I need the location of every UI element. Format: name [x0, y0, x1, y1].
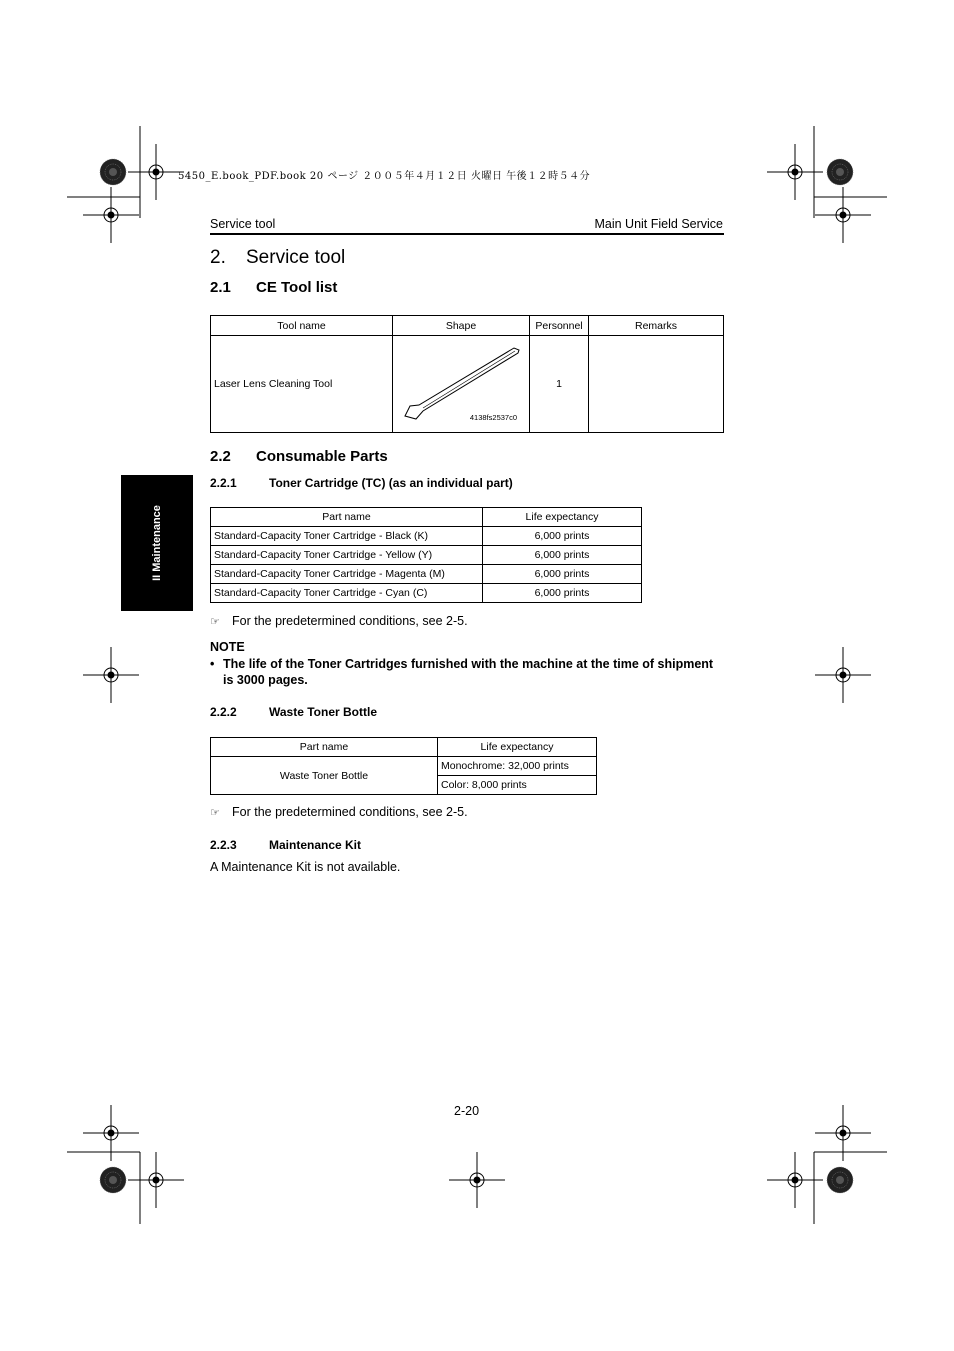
- table-header: Shape: [393, 316, 530, 336]
- table-row: Waste Toner Bottle Monochrome: 32,000 prints: [211, 757, 597, 776]
- crosshair-mark: [83, 187, 139, 243]
- rosette-mark-bottom-left: [100, 1167, 126, 1193]
- section-title: [210, 247, 345, 269]
- crosshair-mark: [767, 144, 823, 200]
- rosette-mark-top-left: [100, 159, 126, 185]
- table-row: Color: 8,000 prints: [211, 776, 597, 795]
- part-name: Waste Toner Bottle: [211, 757, 438, 795]
- table-row: Standard-Capacity Toner Cartridge - Cyan (C) 6,000 prints: [211, 584, 642, 603]
- tool-name: Laser Lens Cleaning Tool: [211, 336, 393, 433]
- pointing-hand-icon: ☞: [210, 807, 220, 819]
- subsection-2-2-heading: 2.2 Consumable Parts: [210, 448, 388, 465]
- bullet-icon: •: [210, 657, 215, 671]
- print-info-line: 5450_E.book_PDF.book 20 ページ ２００５年４月１２日 火曜日 午後１２時５４分: [178, 171, 591, 182]
- subsection-2-2-1-heading: 2.2.1 Toner Cartridge (TC) (as an individual part): [210, 476, 513, 490]
- header-right: Main Unit Field Service: [594, 217, 723, 231]
- side-tab-label: II Maintenance: [151, 505, 163, 581]
- personnel-value: 1: [530, 336, 589, 433]
- table-header: Life expectancy: [438, 738, 597, 757]
- remarks-value: [589, 336, 724, 433]
- table-row: [211, 336, 724, 433]
- tool-shape-cell: [393, 336, 530, 433]
- crosshair-mark: [767, 1152, 823, 1208]
- table-row: Standard-Capacity Toner Cartridge - Yellow (Y) 6,000 prints: [211, 546, 642, 565]
- note-item: • The life of the Toner Cartridges furnished with the machine at the time of shipment is 3000 pages.: [210, 657, 714, 687]
- crosshair-mark: [128, 1152, 184, 1208]
- table-header: Tool name: [211, 316, 393, 336]
- header-rule: [210, 233, 724, 235]
- section-number: 2.: [210, 247, 226, 268]
- side-tab: [121, 475, 193, 611]
- subsection-2-1-heading: 2.1 CE Tool list: [210, 279, 338, 296]
- toner-cartridge-table: [210, 507, 642, 603]
- crosshair-mark: [449, 1152, 505, 1208]
- ce-tool-table: [210, 315, 724, 433]
- crosshair-mark: [83, 1105, 139, 1161]
- table-row: Standard-Capacity Toner Cartridge - Magenta (M) 6,000 prints: [211, 565, 642, 584]
- crosshair-mark: [83, 647, 139, 703]
- table-row: Standard-Capacity Toner Cartridge - Black (K) 6,000 prints: [211, 527, 642, 546]
- table-header: Remarks: [589, 316, 724, 336]
- table-header: Personnel: [530, 316, 589, 336]
- page-number: 2-20: [454, 1104, 480, 1118]
- header-left: Service tool: [210, 217, 276, 231]
- subsection-2-2-3-heading: 2.2.3 Maintenance Kit: [210, 838, 362, 852]
- image-caption: 4138fs2537c0: [469, 413, 517, 422]
- maintenance-kit-text: A Maintenance Kit is not available.: [210, 860, 401, 874]
- crosshair-mark: [815, 1105, 871, 1161]
- reference-note: ☞ For the predetermined conditions, see 2-5.: [210, 805, 468, 819]
- table-header: Part name: [211, 738, 438, 757]
- rosette-mark-bottom-right: [827, 1167, 853, 1193]
- subsection-2-2-2-heading: 2.2.2 Waste Toner Bottle: [210, 705, 378, 719]
- reference-note: ☞ For the predetermined conditions, see 2-5.: [210, 614, 468, 628]
- note-title: NOTE: [210, 640, 245, 654]
- crosshair-mark: [815, 647, 871, 703]
- waste-toner-table: [210, 737, 597, 795]
- table-header: Life expectancy: [483, 508, 642, 527]
- crosshair-mark: [128, 144, 184, 200]
- pointing-hand-icon: ☞: [210, 616, 220, 628]
- table-header: Part name: [211, 508, 483, 527]
- rosette-mark-top-right: [827, 159, 853, 185]
- section-title-text: Service tool: [246, 247, 346, 268]
- crosshair-mark: [815, 187, 871, 243]
